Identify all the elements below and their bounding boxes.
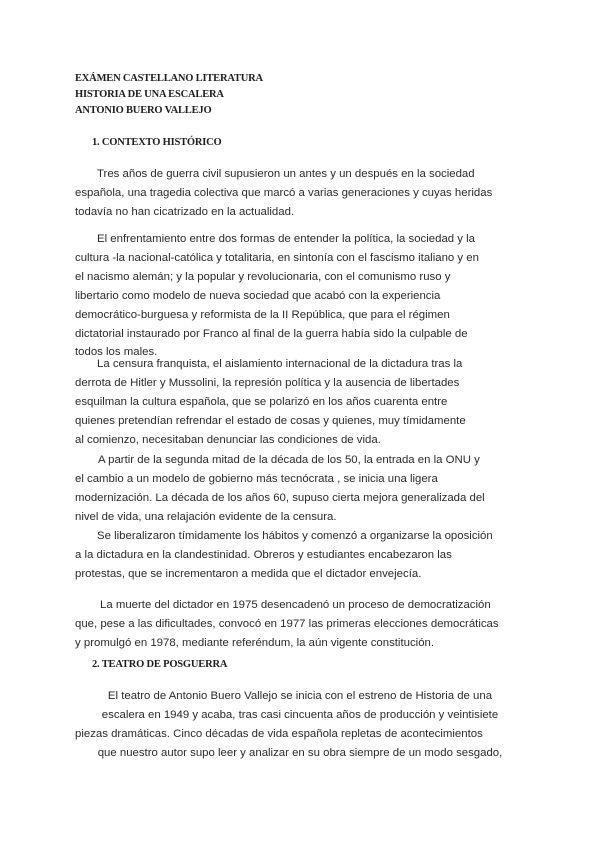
paragraph-line: Tres años de guerra civil supusieron un antes y un después en la sociedad (97, 168, 475, 180)
paragraph-line: que nuestro autor supo leer y analizar en su obra siempre de un modo sesgado, (97, 746, 503, 759)
paragraph-line: dictatorial instaurado por Franco al final de la guerra había sido la culpable de (75, 327, 468, 340)
paragraph (75, 165, 525, 222)
author-name: ANTONIO BUERO VALLEJO (75, 105, 212, 116)
exam-title: EXÁMEN CASTELLANO LITERATURA (75, 73, 263, 84)
paragraph-line: el cambio a un modelo de gobierno más tecnócrata , se inicia una ligera (75, 472, 438, 485)
paragraph-line: todavía no han cicatrizado en la actualidad. (75, 205, 295, 218)
paragraph-line: Se liberalizaron tímidamente los hábitos y comenzó a organizarse la oposición (97, 530, 493, 542)
paragraph-line: escalera en 1949 y acaba, tras casi cincuenta años de producción y veintisiete (101, 708, 499, 721)
section-heading-teatro: 2. TEATRO DE POSGUERRA (92, 659, 228, 670)
paragraph-line: y promulgó en 1978, mediante referéndum, la aún vigente constitución. (75, 636, 435, 649)
paragraph-line: al comienzo, necesitaban denunciar las condiciones de vida. (75, 433, 381, 446)
paragraph (75, 527, 525, 584)
paragraph-line: La censura franquista, el aislamiento internacional de la dictadura tras la (97, 358, 463, 370)
paragraph-line: modernización. La década de los años 60, supuso cierta mejora generalizada del (75, 491, 485, 504)
paragraph-line: El teatro de Antonio Buero Vallejo se inicia con el estreno de Historia de una (107, 690, 493, 702)
paragraph (75, 687, 525, 763)
paragraph-line: a la dictadura en la clandestinidad. Obreros y estudiantes encabezaron las (75, 548, 452, 561)
paragraph-line: libertario como modelo de nueva sociedad que acabó con la experiencia (75, 289, 441, 302)
paragraph-line: española, una tragedia colectiva que marcó a varias generaciones y cuyas heridas (75, 186, 493, 199)
paragraph-line: quienes pretendían refrendar el estado de cosas y quienes, muy tímidamente (75, 414, 466, 427)
paragraph-line: protestas, que se incrementaron a medida que el dictador envejecía. (75, 567, 422, 580)
paragraph-line: todos los males. (75, 346, 158, 359)
paragraph-line: cultura -la nacional-católica y totalitaria, en sintonía con el fascismo italiano y en (75, 251, 479, 264)
paragraph (75, 596, 525, 653)
work-title: HISTORIA DE UNA ESCALERA (75, 89, 224, 100)
paragraph (75, 451, 525, 527)
paragraph (75, 230, 525, 362)
section-heading-contexto: 1. CONTEXTO HISTÓRICO (92, 137, 222, 148)
paragraph-line: La muerte del dictador en 1975 desencadenó un proceso de democratización (100, 599, 491, 611)
paragraph-line: derrota de Hitler y Mussolini, la represión política y la ausencia de libertades (75, 376, 460, 389)
paragraph-line: piezas dramáticas. Cinco décadas de vida española repletas de acontecimientos (75, 727, 483, 740)
paragraph-line: El enfrentamiento entre dos formas de entender la política, la sociedad y la (97, 233, 476, 245)
paragraph-line: democrático-burguesa y reformista de la II República, que para el régimen (75, 308, 450, 321)
paragraph-line: el nacismo alemán; y la popular y revolucionaria, con el comunismo ruso y (75, 270, 451, 283)
paragraph-line: que, pese a las dificultades, convocó en 1977 las primeras elecciones democráticas (75, 617, 499, 630)
document-header (75, 71, 263, 119)
paragraph-line: esquilman la cultura española, que se polarizó en los años cuarenta entre (75, 395, 448, 408)
paragraph-line: A partir de la segunda mitad de la década de los 50, la entrada en la ONU y (98, 454, 480, 466)
paragraph (75, 355, 525, 450)
paragraph-line: nivel de vida, una relajación evidente de la censura. (75, 510, 337, 523)
